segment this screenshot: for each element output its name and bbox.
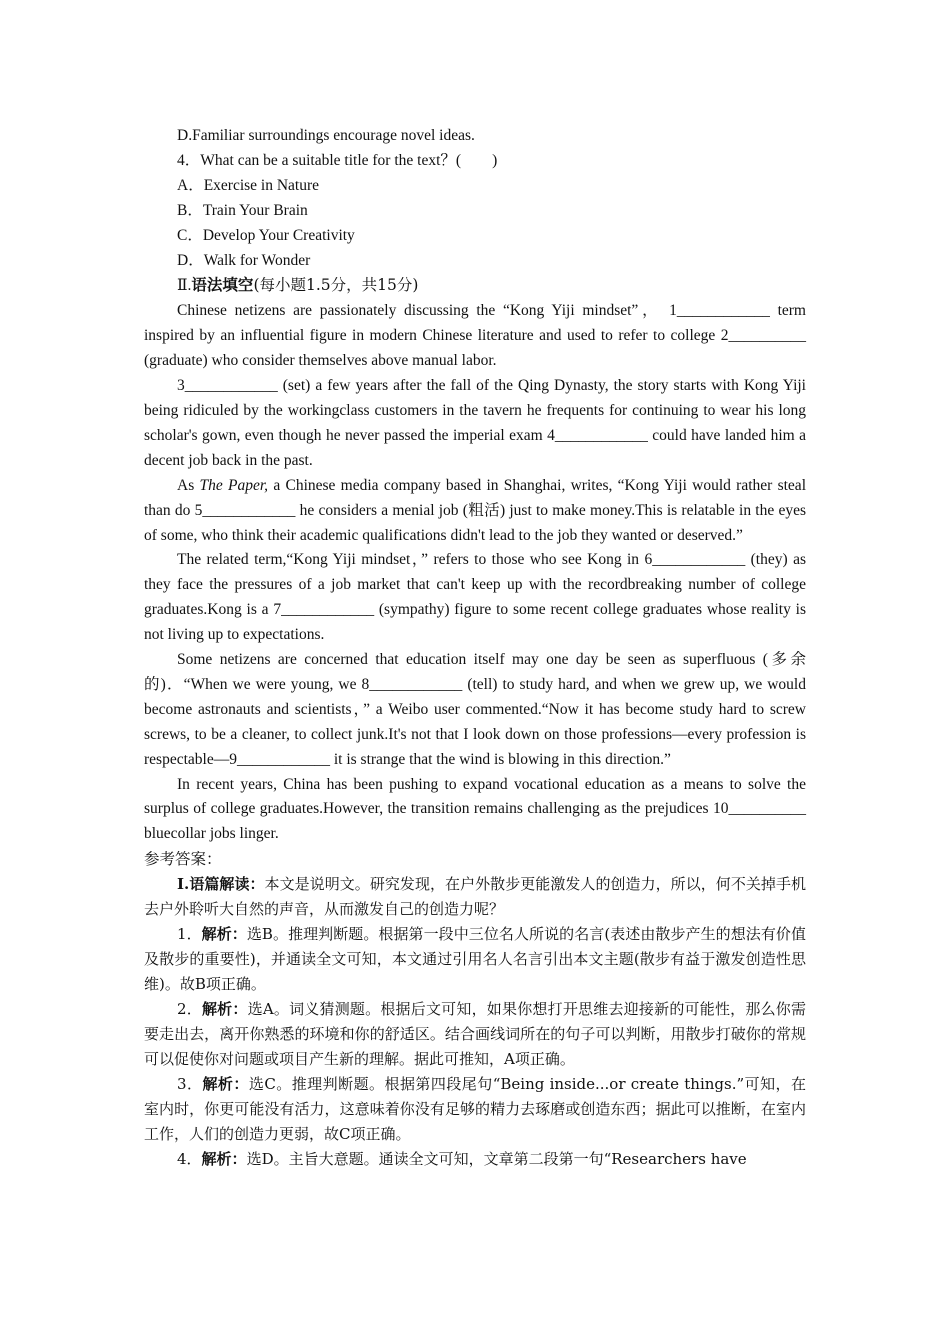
q4-option-a: A．Exercise in Nature [177, 176, 320, 194]
answer-num: 3． [177, 1075, 203, 1094]
passage-paragraph-1: Chinese netizens are passionately discussing the “Kong Yiji mindset”， 1____________ term inspired by an influential figure in modern Chinese literature and used to refer to college 2__________ (graduate) who consider themselves above manual labor. [144, 302, 806, 370]
q4-option-b: B．Train Your Brain [177, 201, 308, 219]
section-2-title: 语法填空 [191, 275, 254, 295]
q4-option-d: D．Walk for Wonder [177, 251, 311, 269]
answers-heading: 参考答案： [144, 850, 222, 869]
answer-label: 解析： [201, 1150, 247, 1169]
passage-paragraph-6: In recent years, China has been pushing to expand vocational education as a means to solve the surplus of college graduates.However, the transition remains challenging as the prejudices 10__________ bluecollar jobs linger. [144, 775, 806, 843]
answer-item-3 [144, 1072, 806, 1147]
q4-stem: 4．What can be a suitable title for the text？( ) [177, 151, 498, 169]
answer-item-4 [144, 1147, 806, 1172]
answer-label: 解析： [202, 1075, 249, 1094]
section-2-numeral: Ⅱ. [177, 277, 192, 295]
passage-paragraph-3 [144, 474, 806, 549]
answers-intro-text: 本文是说明文。研究发现，在户外散步更能激发人的创造力，所以，何不关掉手机去户外聆听大自然的声音，从而激发自己的创造力呢？ [144, 875, 806, 919]
document-page [144, 124, 806, 1172]
answers-intro [144, 872, 806, 922]
passage-paragraph-5: Some netizens are concerned that education itself may one day be seen as superfluous (多余的)．“When we were young, we 8____________ (tell) to study hard, and when we grew up, we would become astronauts and scientists，” a Weibo user commented.“Now it has become study hard to screw screws, to be a cleaner, to collect junk.It's not that I look down on those professions—every profession is respectable—9____________ it is strange that the wind is blowing in this direction.” [144, 651, 806, 768]
answer-text: 选B。推理判断题。根据第一段中三位名人所说的名言(表述由散步产生的想法有价值及散步的重要性)，并通读全文可知，本文通过引用名人名言引出本文主题(散步有益于激发创造性思维)。故B项正确。 [144, 925, 806, 994]
answer-item-1 [144, 922, 806, 997]
section-2-heading [144, 273, 806, 299]
answer-label: 解析： [201, 925, 247, 944]
q4-option-c: C．Develop Your Creativity [177, 226, 355, 244]
answer-item-2 [144, 997, 806, 1072]
answer-num: 4． [177, 1150, 202, 1169]
passage-paragraph-4: The related term,“Kong Yiji mindset，” refers to those who see Kong in 6____________ (they) as they face the pressures of a job market that can't keep up with the recordbreaking number of college graduates.Kong is a 7____________ (sympathy) figure to some recent college graduates whose reality is not living up to expectations. [144, 551, 806, 644]
answer-text: 选A。词义猜测题。根据后文可知，如果你想打开思维去迎接新的可能性，那么你需要走出去，离开你熟悉的环境和你的舒适区。结合画线词所在的句子可以判断，用散步打破你的常规可以促使你对问题或项目产生新的理解。据此可推知，A项正确。 [144, 1000, 806, 1069]
answers-intro-label: Ⅰ.语篇解读： [177, 875, 265, 894]
section-2-score: (每小题1.5分，共15分) [253, 276, 419, 295]
answer-num: 2． [177, 1000, 202, 1019]
passage-paragraph-2: 3____________ (set) a few years after the fall of the Qing Dynasty, the story starts with Kong Yiji being ridiculed by the workingclass customers in the tavern he frequents for continuing to wear his long scholar's gown, even though he never passed the imperial exam 4____________ could have landed him a decent job back in the past. [144, 377, 806, 469]
answer-label: 解析： [201, 1000, 248, 1019]
paper-para-after: a Chinese media company based in Shanghai, writes, “Kong Yiji would rather steal than do 5____________ he considers a menial job (粗活) just to make money.This is relatable in the eyes of some, who think their academic qualifications didn't lead to the job they wanted or deserved.” [144, 476, 806, 544]
paper-para-italic: The Paper, [199, 476, 269, 494]
answer-text: 选C。推理判断题。根据第四段尾句“Being inside...or create things.”可知，在室内时，你更可能没有活力，这意味着你没有足够的精力去琢磨或创造东西；据此可以推断，在室内工作，人们的创造力更弱，故C项正确。 [144, 1075, 806, 1144]
q3-option-d: D.Familiar surroundings encourage novel ideas. [177, 127, 475, 144]
paper-para-before: As [177, 476, 200, 494]
answer-text: 选D。主旨大意题。通读全文可知，文章第二段第一句“Researchers have [246, 1150, 747, 1169]
answer-num: 1． [177, 925, 202, 944]
